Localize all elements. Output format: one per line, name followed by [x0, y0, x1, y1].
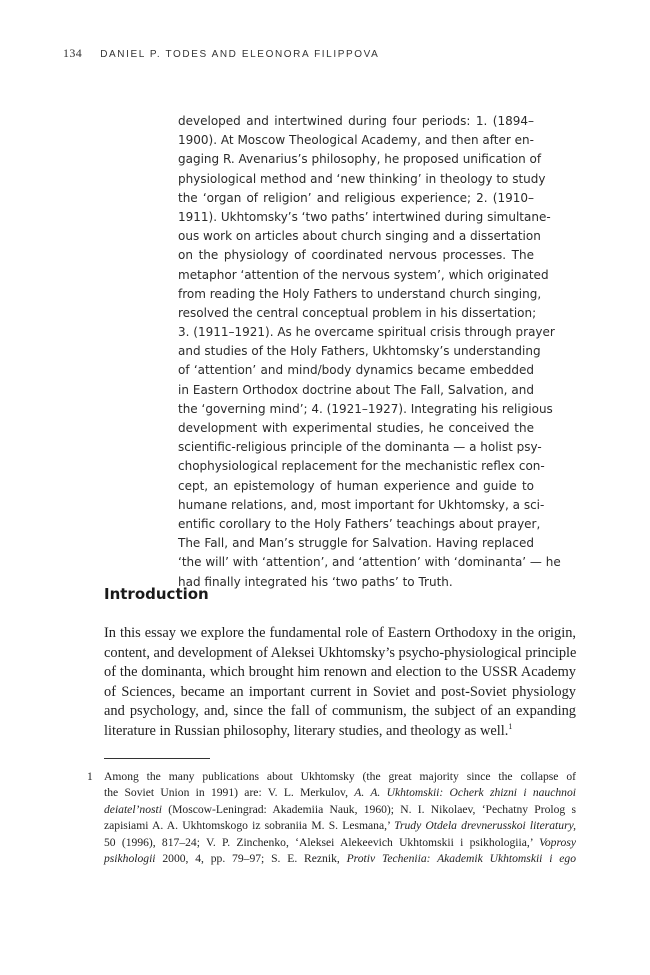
body-line-text: of Sciences, became an important current in Soviet and post-Soviet physiology	[104, 683, 576, 700]
footnote-number: 1	[87, 770, 93, 783]
running-head	[63, 46, 603, 61]
page-number: 134	[63, 46, 83, 60]
footnote-reference[interactable]: 1	[508, 721, 513, 731]
footnote-title: deiatel’nosti	[104, 802, 162, 816]
footnote-text: Among the many publications about Ukhtomsky (the great majority since the collapse of	[104, 770, 576, 783]
abstract-line: 1900). At Moscow Theological Academy, and then after en-	[178, 133, 534, 148]
abstract-line: 1911). Ukhtomsky’s ‘two paths’ intertwined during simultane-	[178, 209, 551, 224]
abstract-line: cept, an epistemology of human experience and guide to	[178, 478, 534, 493]
footnote-text: (Moscow-Leningrad: Akademiia Nauk, 1960); N. I. Nikolaev, ‘Pechatny Prolog s	[161, 802, 576, 816]
abstract-line: developed and intertwined during four periods: 1. (1894–	[178, 114, 534, 128]
abstract-line: in Eastern Orthodox doctrine about The Fall, Salvation, and	[178, 382, 534, 397]
footnote	[87, 769, 576, 867]
abstract-line: of ‘attention’ and mind/body dynamics became embedded	[178, 363, 534, 378]
abstract-line: scientific-religious principle of the dominanta — a holist psy-	[178, 440, 542, 455]
abstract-line: had finally integrated his ‘two paths’ to Truth.	[178, 574, 453, 589]
body-line-text: In this essay we explore the fundamental role of Eastern Orthodoxy in the origin,	[104, 625, 576, 641]
introduction-paragraph	[104, 624, 576, 741]
abstract-line: 3. (1911–1921). As he overcame spiritual crisis through prayer	[178, 325, 555, 340]
footnote-title: psikhologii	[104, 851, 156, 865]
abstract-line: humane relations, and, most important for Ukhtomsky, a sci-	[178, 497, 545, 512]
body-line	[104, 644, 576, 664]
abstract-line: gaging R. Avenarius’s philosophy, he proposed unification of	[178, 152, 542, 167]
footnote-text: the Soviet Union in 1991) are: V. L. Merkulov,	[104, 786, 355, 800]
footnote-title: A. A. Ukhtomskii: Ocherk zhizni i nauchnoi	[354, 786, 576, 800]
abstract-line: ous work on articles about church singing and a dissertation	[178, 229, 541, 244]
body-line-text: literature in Russian philosophy, literary studies, and theology as well.	[104, 722, 509, 739]
abstract-line: on the physiology of coordinated nervous processes. The	[178, 248, 534, 263]
abstract-line: resolved the central conceptual problem in his dissertation;	[178, 305, 537, 320]
footnote-line	[104, 818, 576, 834]
footnote-line	[104, 835, 576, 851]
body-line-text: content, and development of Aleksei Ukhtomsky’s psycho-physiological principle	[104, 644, 577, 661]
abstract-line: ‘the will’ with ‘attention’, and ‘attention’ with ‘dominanta’ — he	[178, 555, 561, 570]
footnote-divider	[104, 758, 210, 759]
footnote-line	[104, 785, 576, 801]
footnote-text: 2000, 4, pp. 79–97; S. E. Reznik,	[155, 851, 347, 865]
abstract-line: metaphor ‘attention of the nervous system’, which originated	[178, 267, 549, 282]
abstract-line: entific corollary to the Holy Fathers’ teachings about prayer,	[178, 516, 541, 531]
abstract-line: development with experimental studies, he conceived the	[178, 421, 534, 435]
footnote-line	[104, 802, 576, 818]
footnote-line	[104, 769, 576, 785]
footnote-text: 50 (1996), 817–24; V. P. Zinchenko, ‘Aleksei Alekeevich Ukhtomskii i psikhologiia,’	[104, 835, 540, 849]
footnote-title: Trudy Otdela drevnerusskoi literatury,	[394, 819, 576, 833]
body-line-text: and psychology, and, since the fall of communism, the subject of an expanding	[104, 703, 576, 719]
abstract-line: from reading the Holy Fathers to understand church singing,	[178, 286, 542, 301]
abstract-line: the ‘governing mind’; 4. (1921–1927). Integrating his religious	[178, 401, 553, 416]
body-line	[104, 702, 576, 722]
footnote-title: Protiv Techeniia: Akademik Ukhtomskii i ego	[346, 851, 576, 865]
section-heading: Introduction	[104, 585, 209, 603]
body-line	[104, 663, 576, 683]
body-line	[104, 683, 576, 703]
abstract-line: chophysiological replacement for the mechanistic reflex con-	[178, 459, 545, 474]
abstract-line: the ‘organ of religion’ and religious experience; 2. (1910–	[178, 190, 534, 205]
abstract-line: The Fall, and Man’s struggle for Salvation. Having replaced	[178, 536, 534, 551]
abstract-line: and studies of the Holy Fathers, Ukhtomsky’s understanding	[178, 344, 541, 359]
footnote-text: zapisiami A. A. Ukhtomskogo iz sobraniia M. S. Lesmana,’	[104, 819, 395, 833]
footnote-line	[104, 851, 576, 867]
abstract-line: physiological method and ‘new thinking’ in theology to study	[178, 171, 546, 186]
body-line-text: of the dominanta, which brought him renown and election to the USSR Academy	[104, 664, 576, 680]
running-head-authors: DANIEL P. TODES AND ELEONORA FILIPPOVA	[100, 49, 380, 60]
body-line	[104, 722, 576, 742]
abstract-block	[178, 112, 561, 592]
body-line	[104, 624, 576, 644]
footnote-title: Voprosy	[539, 835, 576, 849]
